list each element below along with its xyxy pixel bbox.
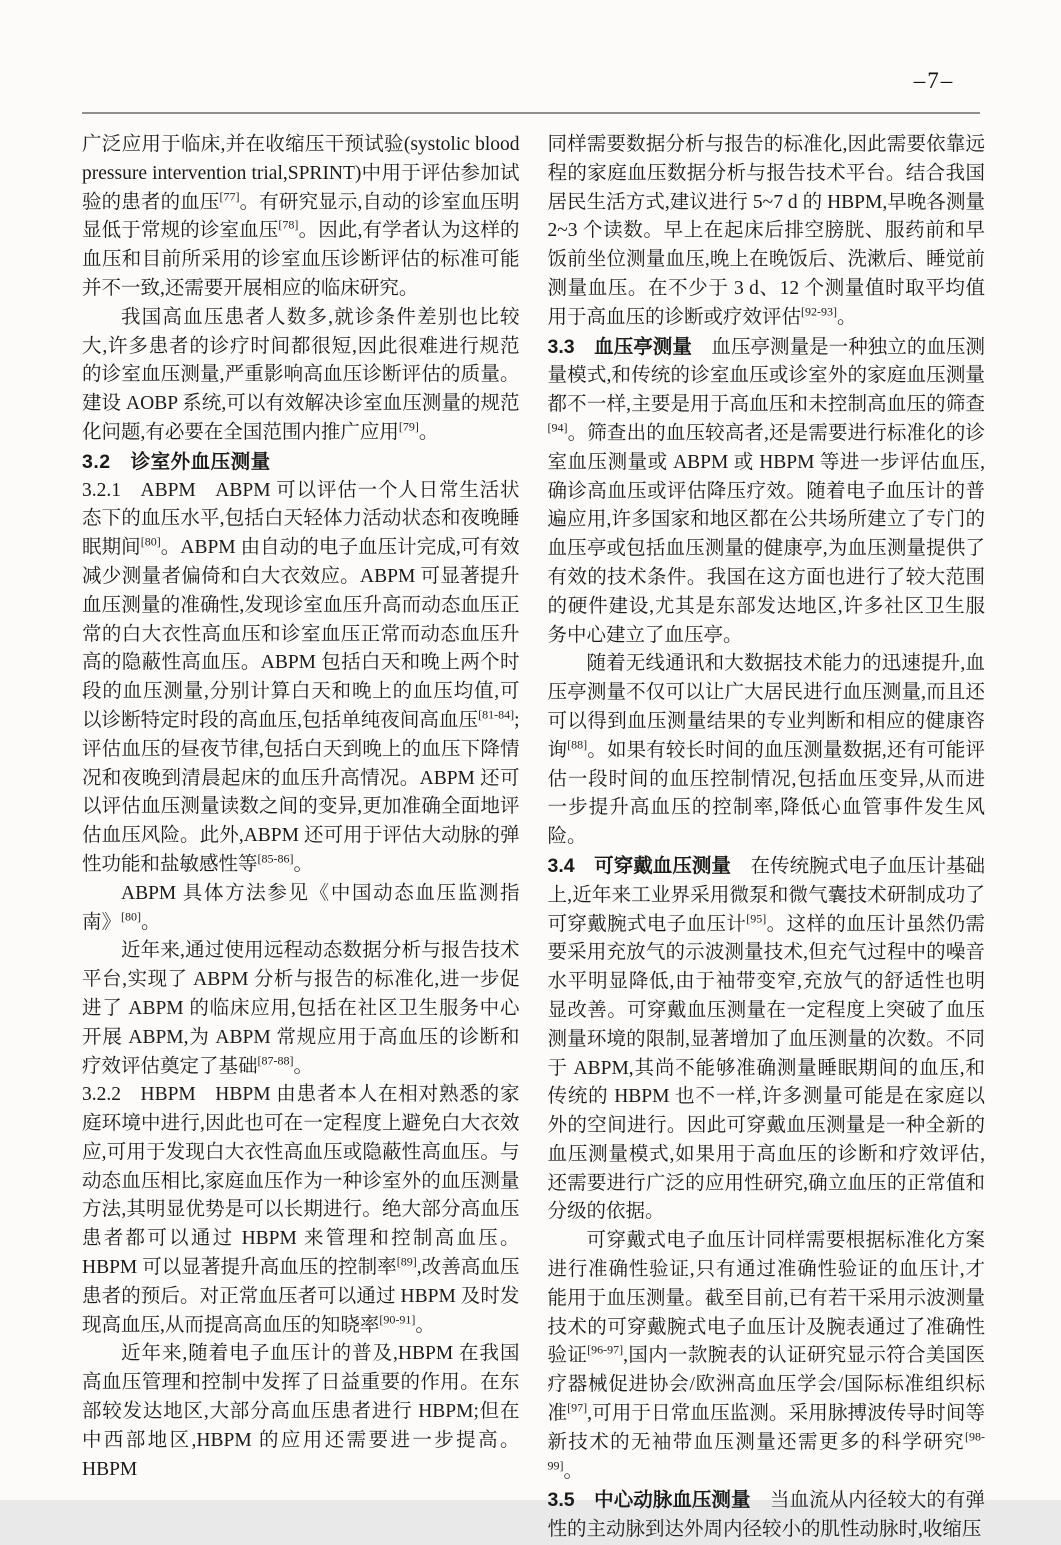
paragraph — [82, 131, 520, 304]
text-run: 。 — [418, 421, 439, 443]
reference-marker: [80] — [121, 909, 142, 924]
text-columns — [82, 131, 985, 1541]
text-run: 近年来,通过使用远程动态数据分析与报告技术平台,实现了 ABPM 分析与报告的标准化,进一步促进了 ABPM 的临床应用,包括在社区卫生服务中心开展 ABPM,为 ABPM 常规应用于高血压的诊断和疗效评估奠定了基础 — [82, 940, 520, 1077]
inline-heading: 3.3 血压亭测量 — [547, 335, 692, 358]
reference-marker: [98-99] — [547, 1429, 985, 1473]
paragraph — [548, 1486, 986, 1545]
reference-marker: [79] — [398, 419, 419, 434]
text-run: 。 — [563, 1460, 584, 1482]
paragraph — [548, 650, 986, 852]
paragraph — [82, 937, 520, 1081]
inline-heading: 3.4 可穿戴血压测量 — [547, 854, 731, 877]
paragraph — [548, 333, 986, 651]
text-run: 。筛查出的血压较高者,还是需要进行标准化的诊室血压测量或 ABPM 或 HBPM 等进一步评估血压,确诊高血压或评估降压疗效。随着电子血压计的普遍应用,许多国家和地区都在公共场所建立了专门的血压亭或包括血压测量的健康亭,为血压测量提供了有效的技术条件。我国在这方面也进行了较大范围的硬件建设,尤其是东部发达地区,许多社区卫生服务中心建立了血压亭。 — [547, 422, 985, 646]
reference-marker: [81-84] — [478, 707, 515, 722]
text-run: ,国内一款腕表的认证研究显示符合美国医疗器械促进协会/欧洲高血压学会/国际标准组织标准 — [547, 1345, 985, 1425]
inline-heading: 3.2 诊室外血压测量 — [82, 450, 271, 473]
reference-marker: [89] — [396, 1254, 417, 1269]
paragraph — [82, 880, 520, 938]
paragraph — [548, 131, 986, 333]
text-run: 可穿戴式电子血压计同样需要根据标准化方案进行准确性验证,只有通过准确性验证的血压计,才能用于血压测量。截至目前,已有若干采用示波测量技术的可穿戴腕式电子血压计及腕表通过了准确性验证 — [547, 1230, 985, 1367]
reference-marker: [95] — [746, 911, 767, 926]
text-run: 。这样的血压计虽然仍需要采用充放气的示波测量技术,但充气过程中的噪音水平明显降低,由于袖带变窄,充放气的舒适性也明显改善。可穿戴血压测量在一定程度上突破了血压测量环境的限制,显著增加了血压测量的次数。不同于 ABPM,其尚不能够准确测量睡眠期间的血压,和传统的 HBPM 也不一样,许多测量可能是在家庭以外的空间进行。因此可穿戴血压测量是一种全新的血压测量模式,如果用于高血压的诊断和疗效评估,还需要进行广泛的应用性研究,确立血压的正常值和分级的依据。 — [547, 913, 985, 1223]
paragraph — [82, 1081, 520, 1340]
text-run: 同样需要数据分析与报告的标准化,因此需要依靠远程的家庭血压数据分析与报告技术平台。结合我国居民生活方式,建议进行 5~7 d 的 HBPM,早晚各测量 2~3 个读数。早上在起床后排空膀胱、服药前和早饭前坐位测量血压,晚上在晚饭后、洗漱后、睡觉前测量血压。在不少于 3 d、12 个测量值时取平均值用于高血压的诊断或疗效评估 — [547, 134, 985, 328]
left-column — [82, 131, 520, 1480]
reference-marker: [77] — [219, 189, 240, 204]
text-run: 。如果有较长时间的血压测量数据,还有可能评估一段时间的血压控制情况,包括血压变异,从而进一步提升高血压的控制率,降低心血管事件发生风险。 — [547, 739, 985, 848]
text-run: ,改善高血压患者的预后。对正常血压者可以通过 HBPM 及时发现高血压,从而提高高血压的知晓率 — [82, 1257, 520, 1336]
text-run: 。 — [293, 853, 314, 875]
text-run: 近年来,随着电子血压计的普及,HBPM 在我国高血压管理和控制中发挥了日益重要的作用。在东部较发达地区,大部分高血压患者进行 HBPM;但在中西部地区,HBPM 的应用还需要进一步提高。HBPM — [82, 1343, 520, 1480]
paragraph — [82, 1340, 520, 1484]
paragraph — [82, 304, 520, 448]
reference-marker: [78] — [278, 217, 299, 232]
reference-marker: [87-88] — [257, 1053, 294, 1067]
header-rule — [82, 112, 980, 114]
text-run: 3.2.2 HBPM HBPM 由患者本人在相对熟悉的家庭环境中进行,因此也可在一定程度上避免白大衣效应,可用于发现白大衣性高血压或隐蔽性高血压。与动态血压相比,家庭血压作为一种诊室外的血压测量方法,其明显优势是可以长期进行。绝大部分高血压患者都可以通过 HBPM 来管理和控制高血压。HBPM 可以显著提升高血压的控制率 — [82, 1084, 520, 1279]
text-run: 血压亭测量是一种独立的血压测量模式,和传统的诊室血压或诊室外的家庭血压测量都不一样,主要是用于高血压和未控制高血压的筛查 — [547, 336, 985, 416]
reference-marker: [92-93] — [801, 304, 838, 319]
paragraph — [548, 1227, 986, 1486]
paragraph — [82, 477, 520, 880]
reference-marker: [97] — [567, 1400, 588, 1415]
text-run: 。因此,有学者认为这样的血压和目前所采用的诊室血压诊断评估的标准可能并不一致,还需要开展相应的临床研究。 — [82, 220, 520, 299]
text-run: 3.2.1 ABPM ABPM 可以评估一个人日常生活状态下的血压水平,包括白天轻体力活动状态和夜晚睡眠期间 — [82, 479, 520, 559]
reference-marker: [90-91] — [379, 1312, 416, 1327]
text-run: 。有研究显示,自动的诊室血压明显低于常规的诊室血压 — [82, 191, 520, 242]
page-number: –7– — [913, 68, 955, 93]
reference-marker: [88] — [567, 737, 588, 752]
paragraph — [548, 852, 986, 1227]
text-run: 在传统腕式电子血压计基础上,近年来工业界采用微泵和微气囊技术研制成功了可穿戴腕式电子血压计 — [547, 855, 985, 935]
reference-marker: [85-86] — [257, 851, 294, 866]
text-run: 广泛应用于临床,并在收缩压干预试验(systolic blood pressure intervention trial,SPRINT)中用于评估参加试验的患者的血压 — [82, 134, 520, 213]
text-run: 。ABPM 由自动的电子血压计完成,可有效减少测量者偏倚和白大衣效应。ABPM 可显著提升血压测量的准确性,发现诊室血压升高而动态血压正常的白大衣性高血压和诊室血压正常而动态血压升高的隐蔽性高血压。ABPM 包括白天和晚上两个时段的血压测量,分别计算白天和晚上的血压均值,可以诊断特定时段的高血压,包括单纯夜间高血压 — [82, 537, 520, 731]
reference-marker: [80] — [140, 534, 161, 549]
right-column — [547, 131, 986, 1541]
text-run: 。 — [293, 1055, 314, 1077]
reference-marker: [94] — [547, 420, 568, 435]
text-run: 。 — [141, 911, 161, 933]
text-run: 我国高血压患者人数多,就诊条件差别也比较大,许多患者的诊疗时间都很短,因此很难进行规范的诊室血压测量,严重影响高血压诊断评估的质量。建设 AOBP 系统,可以有效解决诊室血压测量的规范化问题,有必要在全国范围内推广应用 — [82, 306, 520, 443]
text-run: ,可用于日常血压监测。采用脉搏波传导时间等新技术的无袖带血压测量还需更多的科学研究 — [547, 1403, 985, 1453]
text-run: 。 — [415, 1314, 435, 1336]
text-run: 。 — [837, 306, 857, 328]
text-run: 当血流从内径较大的有弹性的主动脉到达外周内径较小的肌性动脉时,收缩压 — [547, 1490, 985, 1541]
text-run: ABPM 具体方法参见《中国动态血压监测指南》 — [82, 882, 520, 933]
text-run: ;评估血压的昼夜节律,包括白天到晚上的血压下降情况和夜晚到清晨起床的血压升高情况。ABPM 还可以评估血压测量读数之间的变异,更加准确全面地评估血压风险。此外,ABPM 还可用于评估大动脉的弹性功能和盐敏感性等 — [82, 709, 520, 875]
section-heading — [82, 448, 520, 477]
text-run: 随着无线通讯和大数据技术能力的迅速提升,血压亭测量不仅可以让广大居民进行血压测量,而且还可以得到血压测量结果的专业判断和相应的健康咨询 — [547, 653, 985, 761]
inline-heading: 3.5 中心动脉血压测量 — [547, 1489, 751, 1512]
reference-marker: [96-97] — [587, 1342, 624, 1357]
